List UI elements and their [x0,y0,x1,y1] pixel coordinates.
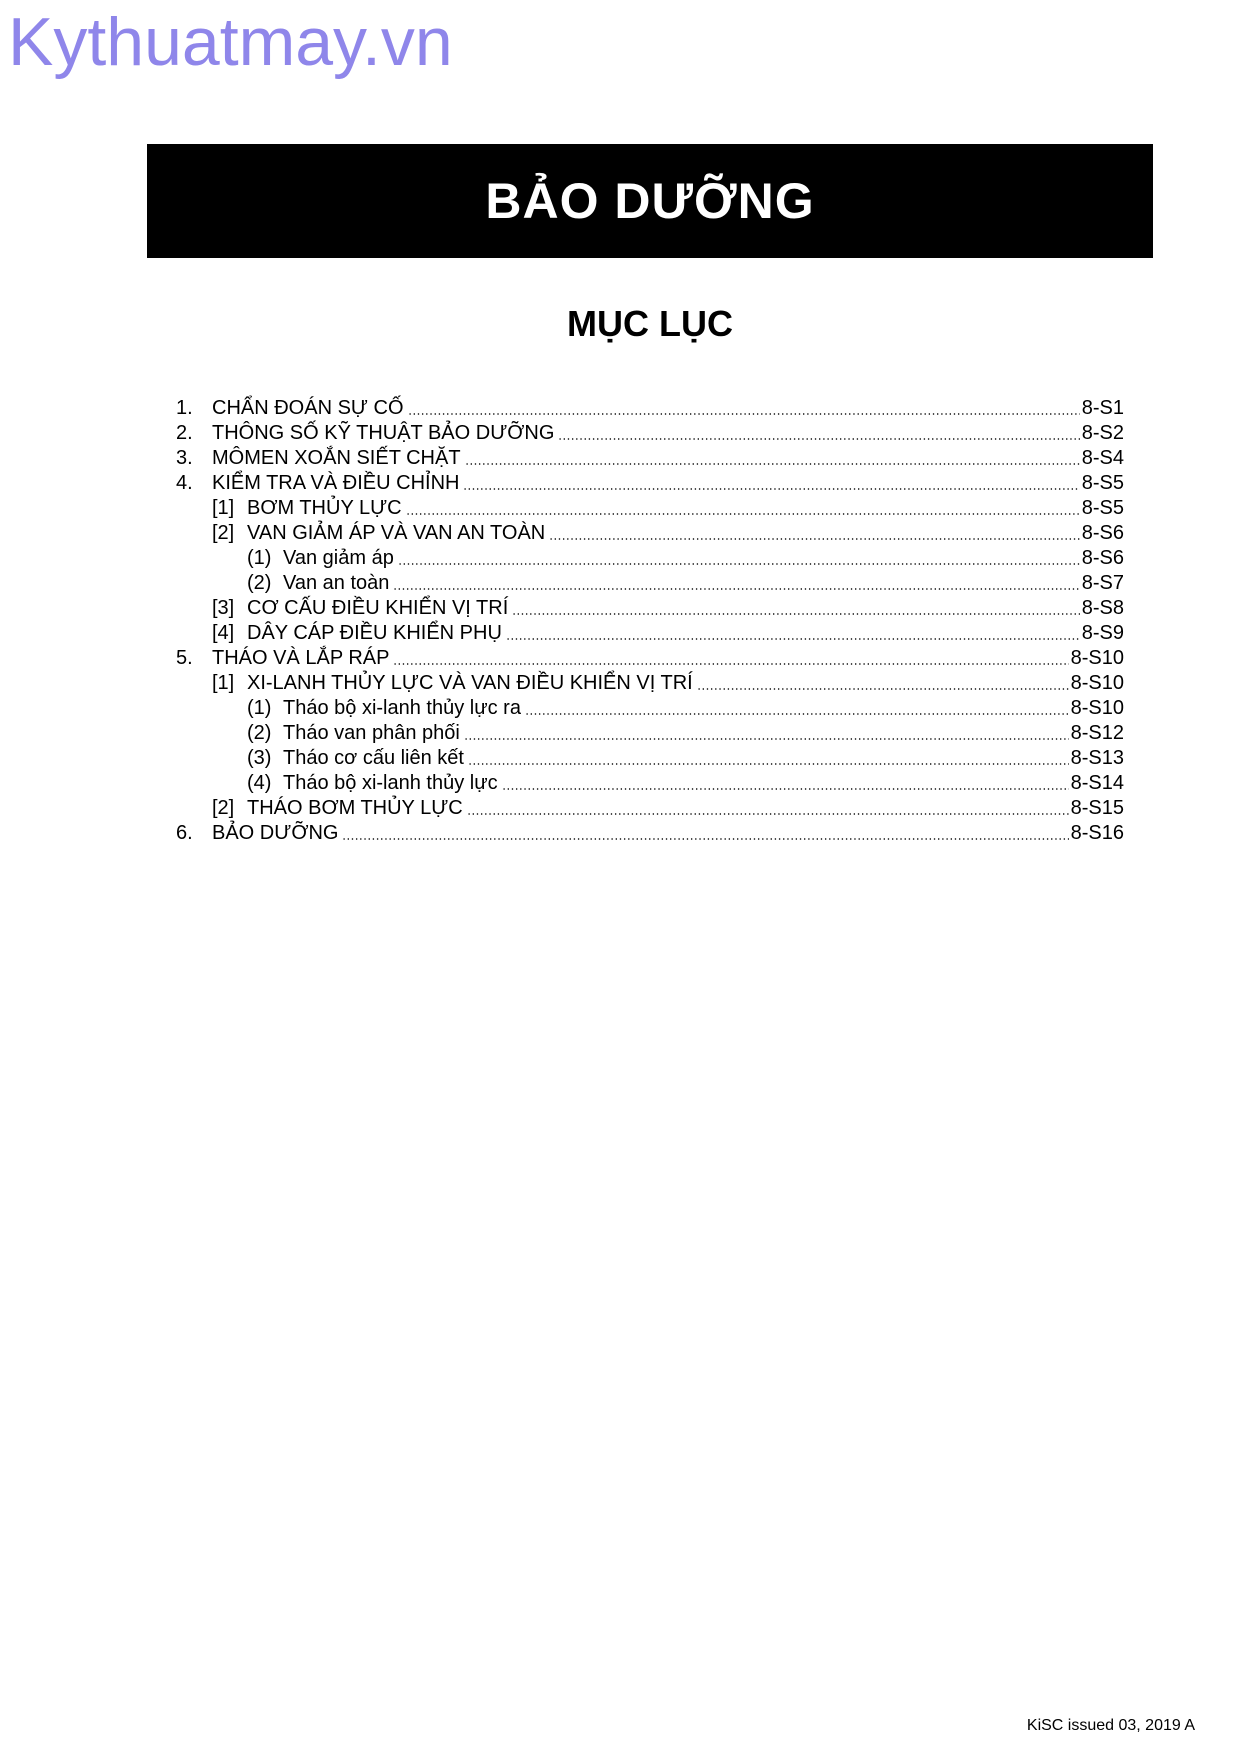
toc-entry-title: XI-LANH THỦY LỰC VÀ VAN ĐIỀU KHIỂN VỊ TRÍ [247,672,693,694]
toc-entry-page: 8-S2 [1081,422,1124,444]
toc-entry-page: 8-S7 [1081,572,1124,594]
toc-entry-page: 8-S8 [1081,597,1124,619]
table-of-contents [176,396,1124,846]
toc-dot-leader [408,413,1080,415]
watermark-logo-text: Kythuatmay.vn [8,4,453,80]
toc-entry-page: 8-S13 [1070,747,1124,769]
toc-dot-leader [398,563,1080,565]
toc-entry-number: (2) [247,722,272,744]
toc-entry[interactable] [176,421,1124,446]
toc-entry-page: 8-S5 [1081,497,1124,519]
toc-entry-page: 8-S12 [1070,722,1124,744]
chapter-banner [147,144,1153,258]
toc-dot-leader [393,663,1068,665]
toc-entry-number: (3) [247,747,272,769]
toc-entry[interactable] [176,696,1124,721]
toc-entry-title: CHẨN ĐOÁN SỰ CỐ [212,397,404,419]
toc-entry-title: Van giảm áp [283,547,394,569]
toc-entry-number: (1) [247,547,272,569]
toc-entry[interactable] [176,471,1124,496]
toc-entry-title: Tháo cơ cấu liên kết [283,747,464,769]
toc-entry-number: [2] [212,797,235,819]
toc-entry-title: CƠ CẤU ĐIỀU KHIỂN VỊ TRÍ [247,597,509,619]
toc-entry-page: 8-S10 [1070,647,1124,669]
toc-entry-number: [1] [212,672,235,694]
toc-entry-title: VAN GIẢM ÁP VÀ VAN AN TOÀN [247,522,546,544]
toc-entry-page: 8-S6 [1081,547,1124,569]
chapter-title: BẢO DƯỠNG [485,173,815,229]
toc-dot-leader [467,813,1069,815]
toc-entry-title: MÔMEN XOẮN SIẾT CHẶT [212,447,461,469]
toc-dot-leader [393,588,1079,590]
toc-entry[interactable] [176,821,1124,846]
toc-dot-leader [558,438,1079,440]
toc-entry-number: [3] [212,597,235,619]
toc-entry-page: 8-S10 [1070,697,1124,719]
toc-dot-leader [468,763,1069,765]
toc-entry-number: (4) [247,772,272,794]
toc-dot-leader [697,688,1069,690]
toc-entry-number: 5. [176,647,193,669]
toc-entry-title: DÂY CÁP ĐIỀU KHIỂN PHỤ [247,622,502,644]
toc-entry-number: 4. [176,472,193,494]
toc-entry[interactable] [176,646,1124,671]
toc-heading: MỤC LỤC [567,303,733,344]
toc-entry-page: 8-S5 [1081,472,1124,494]
toc-entry[interactable] [176,796,1124,821]
toc-entry-page: 8-S6 [1081,522,1124,544]
footer-issue-note: KiSC issued 03, 2019 A [1026,1717,1195,1734]
toc-entry-page: 8-S15 [1070,797,1124,819]
toc-dot-leader [406,513,1080,515]
toc-entry-number: 6. [176,822,193,844]
toc-entry-number: 1. [176,397,193,419]
toc-entry-number: 3. [176,447,193,469]
toc-entry[interactable] [176,396,1124,421]
toc-entry[interactable] [176,746,1124,771]
toc-entry[interactable] [176,596,1124,621]
toc-dot-leader [512,613,1079,615]
toc-entry-title: Tháo van phân phối [283,722,460,744]
toc-entry-number: (1) [247,697,272,719]
toc-dot-leader [464,738,1069,740]
toc-entry-title: THÁO BƠM THỦY LỰC [247,797,463,819]
toc-dot-leader [549,538,1080,540]
toc-dot-leader [463,488,1079,490]
toc-entry-title: Tháo bộ xi-lanh thủy lực ra [283,697,521,719]
toc-entry[interactable] [176,771,1124,796]
toc-entry-number: (2) [247,572,272,594]
toc-entry[interactable] [176,721,1124,746]
toc-entry-title: THÔNG SỐ KỸ THUẬT BẢO DƯỠNG [212,422,555,444]
toc-entry-page: 8-S14 [1070,772,1124,794]
toc-entry[interactable] [176,446,1124,471]
toc-entry-page: 8-S1 [1081,397,1124,419]
toc-entry-title: Van an toàn [283,572,390,594]
toc-entry[interactable] [176,496,1124,521]
toc-entry-page: 8-S4 [1081,447,1124,469]
toc-entry[interactable] [176,621,1124,646]
toc-entry-number: 2. [176,422,193,444]
toc-dot-leader [342,838,1068,840]
toc-entry[interactable] [176,571,1124,596]
toc-entry-number: [2] [212,522,235,544]
toc-entry-number: [1] [212,497,235,519]
toc-entry-title: BƠM THỦY LỰC [247,497,402,519]
toc-entry[interactable] [176,546,1124,571]
toc-entry-page: 8-S9 [1081,622,1124,644]
toc-entry-title: Tháo bộ xi-lanh thủy lực [283,772,498,794]
toc-entry-page: 8-S16 [1070,822,1124,844]
toc-entry-title: THÁO VÀ LẮP RÁP [212,647,390,669]
toc-dot-leader [502,788,1069,790]
toc-dot-leader [525,713,1069,715]
toc-entry-title: KIỂM TRA VÀ ĐIỀU CHỈNH [212,472,460,494]
toc-dot-leader [506,638,1080,640]
toc-entry[interactable] [176,521,1124,546]
toc-entry-title: BẢO DƯỠNG [212,822,339,844]
toc-entry-number: [4] [212,622,235,644]
toc-entry[interactable] [176,671,1124,696]
toc-entry-page: 8-S10 [1070,672,1124,694]
toc-dot-leader [465,463,1080,465]
